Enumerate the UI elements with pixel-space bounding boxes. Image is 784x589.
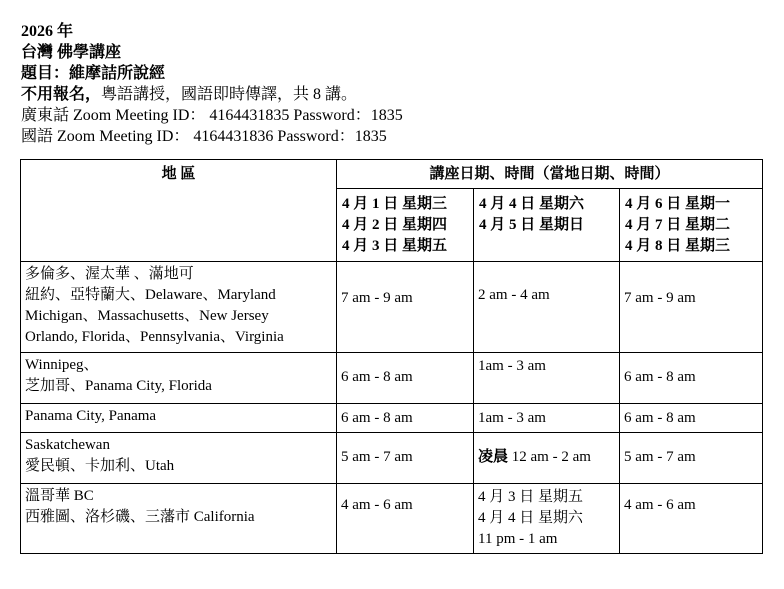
region-line: 西雅圖、洛杉磯、三藩市 California — [25, 509, 255, 525]
region-line: 芝加哥、Panama City, Florida — [25, 378, 212, 394]
date-line: 4 月 1 日 星期三 — [342, 196, 448, 212]
schedule-table — [20, 159, 763, 554]
table-row — [21, 484, 763, 554]
time-cell: 5 am - 7 am — [620, 433, 763, 484]
region-line: Panama City, Panama — [25, 408, 157, 424]
no-registration-text: 不用報名， — [21, 86, 102, 103]
time-cell: 5 am - 7 am — [337, 433, 474, 484]
time-cell: 7 am - 9 am — [337, 262, 474, 353]
region-line: 紐約、亞特蘭大、Delaware、Maryland — [25, 287, 276, 303]
registration-note — [21, 84, 403, 105]
table-row — [21, 433, 763, 484]
region-line: Orlando, Florida、Pennsylvania、Virginia — [25, 329, 284, 345]
table-row — [21, 404, 763, 433]
region-cell — [21, 433, 337, 484]
region-line: Winnipeg、 — [25, 357, 99, 373]
region-line: Saskatchewan — [25, 437, 110, 453]
early-morning-label: 凌晨 — [478, 449, 509, 465]
date-line: 4 月 3 日 星期五 — [342, 238, 448, 254]
time-cell: 6 am - 8 am — [337, 353, 474, 404]
time-range-text: 11 pm - 1 am — [478, 531, 558, 547]
date-line: 4 月 4 日 星期六 — [479, 196, 585, 212]
table-row — [21, 353, 763, 404]
year-line: 2026 年 — [21, 23, 74, 40]
organization-line: 台灣 佛學講座 — [21, 44, 122, 61]
time-cell: 6 am - 8 am — [620, 404, 763, 433]
cantonese-zoom-line: 廣東話 Zoom Meeting ID： 4164431835 Password：1835 — [21, 107, 403, 124]
date-line: 4 月 4 日 星期六 — [478, 510, 584, 526]
time-cell — [474, 484, 620, 554]
region-cell — [21, 484, 337, 554]
region-line: 多倫多、渥太華 、滿地可 — [25, 266, 194, 282]
table-row — [21, 262, 763, 353]
time-cell: 4 am - 6 am — [620, 484, 763, 554]
time-cell: 4 am - 6 am — [337, 484, 474, 554]
date-line: 4 月 3 日 星期五 — [478, 489, 584, 505]
date-line: 4 月 6 日 星期一 — [625, 196, 731, 212]
time-cell: 6 am - 8 am — [620, 353, 763, 404]
time-cell: 2 am - 4 am — [474, 262, 620, 353]
region-cell — [21, 262, 337, 353]
region-line: 愛民頓、卡加利、Utah — [25, 458, 175, 474]
region-cell — [21, 353, 337, 404]
time-cell: 1am - 3 am — [474, 353, 620, 404]
date-line: 4 月 8 日 星期三 — [625, 238, 731, 254]
table-header-row — [21, 160, 763, 189]
region-line: 溫哥華 BC — [25, 488, 94, 504]
date-group-1 — [337, 189, 474, 262]
language-note-text: 粵語講授，國語即時傳譯，共 8 講。 — [101, 86, 358, 103]
schedule-column-header: 講座日期、時間（當地日期、時間） — [337, 160, 763, 189]
date-group-2 — [474, 189, 620, 262]
region-line: Michigan、Massachusetts、New Jersey — [25, 308, 269, 324]
topic-line: 題目：維摩詰所說經 — [21, 65, 166, 82]
date-line: 4 月 7 日 星期二 — [625, 217, 731, 233]
time-cell: 7 am - 9 am — [620, 262, 763, 353]
date-line: 4 月 2 日 星期四 — [342, 217, 448, 233]
region-column-header: 地 區 — [21, 160, 337, 262]
time-cell: 6 am - 8 am — [337, 404, 474, 433]
date-line: 4 月 5 日 星期日 — [479, 217, 585, 233]
time-cell — [474, 433, 620, 484]
announcement-header — [21, 21, 403, 147]
time-range-text: 12 am - 2 am — [508, 449, 591, 465]
time-cell: 1am - 3 am — [474, 404, 620, 433]
mandarin-zoom-line: 國語 Zoom Meeting ID： 4164431836 Password：1835 — [21, 128, 387, 145]
region-cell — [21, 404, 337, 433]
date-group-3 — [620, 189, 763, 262]
